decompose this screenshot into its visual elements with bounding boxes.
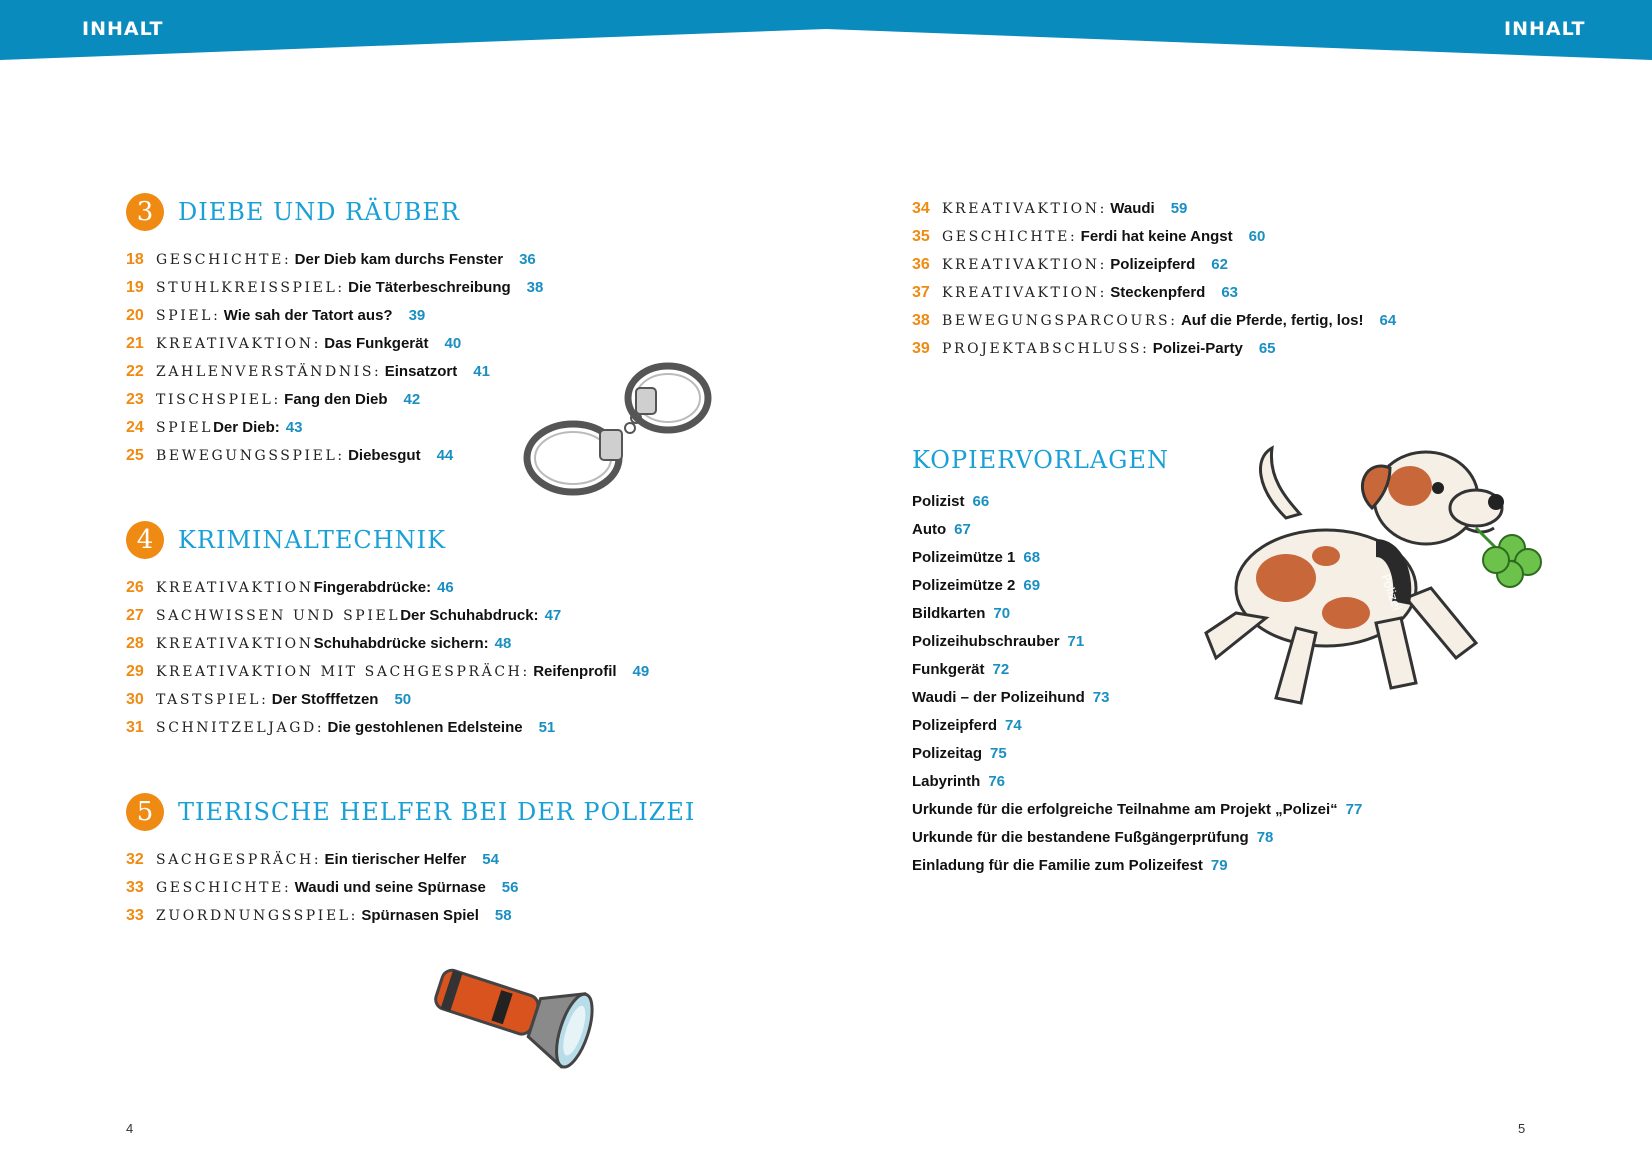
item-page: 75 <box>990 745 1007 762</box>
entry-category: KREATIVAKTION <box>942 257 1100 273</box>
entry-page: 62 <box>1211 256 1228 273</box>
police-dog-illustration <box>1176 428 1546 738</box>
kopiervorlage-item[interactable] <box>912 768 1362 796</box>
entry-page: 56 <box>501 879 519 896</box>
entry-number: 36 <box>912 256 930 273</box>
section-title: KRIMINALTECHNIK <box>178 526 447 554</box>
entry-title: Der Stofffetzen <box>271 691 379 708</box>
entry-separator: : <box>313 852 319 868</box>
item-page: 68 <box>1023 549 1041 566</box>
entry-title: Wie sah der Tatort aus? <box>223 307 393 324</box>
entry-title: Spürnasen Spiel <box>361 907 479 924</box>
dog-harness-text: Polizei <box>1378 572 1405 613</box>
toc-entry[interactable] <box>126 874 695 902</box>
item-title: Polizeimütze 1 <box>912 549 1016 566</box>
entry-page: 44 <box>436 447 454 464</box>
entry-page: 65 <box>1258 340 1276 357</box>
entry-separator: : <box>316 720 322 736</box>
entry-separator: : <box>283 252 289 268</box>
entry-title: Der Schuhabdruck: <box>400 607 539 624</box>
entry-page: 36 <box>519 251 536 268</box>
item-title: Bildkarten <box>912 605 986 622</box>
entry-page: 47 <box>544 607 562 624</box>
entry-category: KREATIVAKTION <box>156 580 314 596</box>
toc-entry[interactable] <box>912 279 1396 307</box>
item-title: Labyrinth <box>912 773 981 790</box>
entry-separator: : <box>1142 341 1147 357</box>
kopiervorlage-item[interactable] <box>912 796 1362 824</box>
item-title: Polizeitag <box>912 745 983 762</box>
entry-separator: : <box>261 692 266 708</box>
entry-category: KREATIVAKTION <box>156 336 314 352</box>
entry-number: 34 <box>912 200 930 217</box>
section-4 <box>126 520 649 742</box>
toc-entry[interactable] <box>126 246 543 274</box>
entry-page: 60 <box>1248 228 1266 245</box>
entry-category: SCHNITZELJAGD <box>156 720 317 736</box>
toc-entry[interactable] <box>126 686 649 714</box>
entry-page: 46 <box>437 579 454 596</box>
entry-title: Waudi <box>1110 200 1155 217</box>
entry-category: KREATIVAKTION <box>156 636 314 652</box>
item-page: 67 <box>954 521 971 538</box>
entry-title: Das Funkgerät <box>324 335 429 352</box>
entry-number: 25 <box>126 447 144 464</box>
toc-entry[interactable] <box>126 274 543 302</box>
entry-number: 37 <box>912 284 930 301</box>
entry-page: 54 <box>482 851 499 868</box>
entry-title: Ein tierischer Helfer <box>324 851 467 868</box>
entry-title: Fingerabdrücke: <box>313 579 432 596</box>
toc-entry[interactable] <box>126 574 649 602</box>
toc-entry[interactable] <box>126 330 543 358</box>
entry-title: Steckenpferd <box>1110 284 1206 301</box>
entry-page: 58 <box>494 907 512 924</box>
entry-separator: : <box>374 364 379 380</box>
toc-entry[interactable] <box>126 302 543 330</box>
entry-number: 32 <box>126 851 144 868</box>
entry-title: Die gestohlenen Edelsteine <box>327 719 523 736</box>
toc-entry[interactable] <box>126 658 649 686</box>
entry-title: Reifenprofil <box>533 663 617 680</box>
toc-entry[interactable] <box>126 602 649 630</box>
entry-page: 59 <box>1170 200 1188 217</box>
entry-number: 24 <box>126 419 144 436</box>
toc-entry[interactable] <box>912 195 1396 223</box>
entry-number: 20 <box>126 307 144 324</box>
toc-entry[interactable] <box>126 630 649 658</box>
entry-page: 39 <box>408 307 426 324</box>
entry-number: 18 <box>126 251 144 268</box>
entry-number: 33 <box>126 907 144 924</box>
entry-title: Schuhabdrücke sichern: <box>313 635 489 652</box>
toc-entry[interactable] <box>126 414 543 442</box>
entry-title: Auf die Pferde, fertig, los! <box>1180 312 1364 329</box>
entry-page: 48 <box>494 635 512 652</box>
entry-page: 49 <box>632 663 650 680</box>
item-title: Urkunde für die bestandene Fußgängerprüfung <box>912 829 1249 846</box>
item-page: 78 <box>1256 829 1274 846</box>
entry-category: STUHLKREISSPIEL <box>156 280 338 296</box>
entry-category: GESCHICHTE <box>156 880 284 896</box>
entry-number: 28 <box>126 635 144 652</box>
entry-category: GESCHICHTE <box>156 252 284 268</box>
handcuffs-illustration <box>518 358 718 508</box>
toc-entry[interactable] <box>126 846 695 874</box>
item-page: 73 <box>1092 689 1110 706</box>
entry-separator: : <box>337 448 343 464</box>
header-right-label: INHALT <box>1504 18 1586 40</box>
entry-separator: : <box>283 880 289 896</box>
entry-category: PROJEKTABSCHLUSS <box>942 341 1143 357</box>
section-entries <box>126 574 649 742</box>
entry-number: 38 <box>912 312 930 329</box>
entry-title: Der Dieb: <box>213 419 280 436</box>
entry-separator: : <box>213 308 218 324</box>
kopiervorlage-item[interactable] <box>912 852 1362 880</box>
entry-category: TASTSPIEL <box>156 692 262 708</box>
page-number-right: 5 <box>1518 1121 1526 1136</box>
toc-entry[interactable] <box>912 223 1396 251</box>
item-page: 72 <box>992 661 1010 678</box>
entry-number: 26 <box>126 579 144 596</box>
item-page: 79 <box>1210 857 1228 874</box>
section-title: DIEBE UND RÄUBER <box>178 198 460 226</box>
kopiervorlage-item[interactable] <box>912 824 1362 852</box>
entry-title: Fang den Dieb <box>284 391 388 408</box>
item-title: Urkunde für die erfolgreiche Teilnahme am Projekt „Polizei“ <box>912 801 1338 818</box>
entry-page: 64 <box>1379 312 1397 329</box>
entry-number: 22 <box>126 363 144 380</box>
entry-separator: : <box>1099 201 1105 217</box>
section-5 <box>126 792 695 930</box>
entry-category: SACHWISSEN UND SPIEL <box>156 608 401 624</box>
item-page: 71 <box>1067 633 1085 650</box>
entry-page: 40 <box>444 335 462 352</box>
toc-entry[interactable] <box>912 307 1396 335</box>
section-3 <box>126 192 543 470</box>
item-title: Auto <box>912 521 947 538</box>
entry-category: BEWEGUNGSSPIEL <box>156 448 338 464</box>
entry-category: SPIEL <box>156 420 214 436</box>
entry-separator: : <box>522 664 528 680</box>
entry-separator: : <box>337 280 343 296</box>
entry-title: Diebesgut <box>348 447 421 464</box>
entry-separator: : <box>1069 229 1075 245</box>
item-page: 77 <box>1345 801 1363 818</box>
section-number-badge: 3 <box>126 193 164 231</box>
item-title: Polizeipferd <box>912 717 998 734</box>
entry-page: 50 <box>394 691 412 708</box>
entry-category: BEWEGUNGSPARCOURS <box>942 313 1171 329</box>
section-number-badge: 5 <box>126 793 164 831</box>
entry-number: 33 <box>126 879 144 896</box>
item-page: 74 <box>1005 717 1022 734</box>
toc-entry[interactable] <box>912 335 1396 363</box>
entry-category: KREATIVAKTION <box>942 201 1100 217</box>
entry-number: 30 <box>126 691 144 708</box>
entry-number: 29 <box>126 663 144 680</box>
header-banner <box>0 0 1652 64</box>
entry-separator: : <box>1099 285 1105 301</box>
entry-category: KREATIVAKTION <box>942 285 1100 301</box>
entry-page: 41 <box>473 363 490 380</box>
item-page: 66 <box>972 493 990 510</box>
entry-title: Die Täterbeschreibung <box>348 279 511 296</box>
toc-entry[interactable] <box>126 902 695 930</box>
entry-title: Waudi und seine Spürnase <box>294 879 486 896</box>
entry-category: GESCHICHTE <box>942 229 1070 245</box>
header-left-label: INHALT <box>82 18 164 40</box>
entry-separator: : <box>1170 313 1175 329</box>
entry-number: 21 <box>126 335 144 352</box>
entry-title: Ferdi hat keine Angst <box>1080 228 1233 245</box>
page-number-left: 4 <box>126 1121 134 1136</box>
entry-page: 51 <box>538 719 556 736</box>
section-title: TIERISCHE HELFER BEI DER POLIZEI <box>178 798 696 826</box>
entry-number: 39 <box>912 340 930 357</box>
entry-title: Polizeipferd <box>1110 256 1196 273</box>
item-title: Waudi – der Polizeihund <box>912 689 1085 706</box>
entry-category: ZAHLENVERSTÄNDNIS <box>156 364 375 380</box>
section-entries <box>126 246 543 470</box>
section-entries <box>126 846 695 930</box>
entry-separator: : <box>350 908 356 924</box>
item-title: Polizist <box>912 493 965 510</box>
entry-page: 63 <box>1221 284 1239 301</box>
flashlight-illustration <box>424 948 634 1088</box>
item-page: 76 <box>988 773 1006 790</box>
entry-page: 43 <box>285 419 303 436</box>
entry-number: 35 <box>912 228 930 245</box>
toc-entry[interactable] <box>126 714 649 742</box>
toc-entry[interactable] <box>126 442 543 470</box>
entry-number: 19 <box>126 279 144 296</box>
toc-entry[interactable] <box>126 386 543 414</box>
entry-title: Der Dieb kam durchs Fenster <box>294 251 504 268</box>
kopiervorlage-item[interactable] <box>912 740 1362 768</box>
entry-title: Einsatzort <box>384 363 458 380</box>
entry-number: 31 <box>126 719 144 736</box>
entry-category: TISCHSPIEL <box>156 392 274 408</box>
toc-entry[interactable] <box>912 251 1396 279</box>
entry-number: 27 <box>126 607 144 624</box>
entry-category: KREATIVAKTION MIT SACHGESPRÄCH <box>156 664 523 680</box>
entry-category: SPIEL <box>156 308 214 324</box>
entry-title: Polizei-Party <box>1152 340 1243 357</box>
item-page: 69 <box>1023 577 1041 594</box>
entry-category: ZUORDNUNGSSPIEL <box>156 908 351 924</box>
section-number-badge: 4 <box>126 521 164 559</box>
item-title: Einladung für die Familie zum Polizeifest <box>912 857 1203 874</box>
toc-entry[interactable] <box>126 358 543 386</box>
entry-number: 23 <box>126 391 144 408</box>
kopiervorlagen-title: KOPIERVORLAGEN <box>912 446 1169 474</box>
entry-page: 42 <box>403 391 421 408</box>
entry-separator: : <box>1099 257 1105 273</box>
item-page: 70 <box>993 605 1011 622</box>
item-title: Polizeimütze 2 <box>912 577 1016 594</box>
item-title: Polizeihubschrauber <box>912 633 1060 650</box>
item-title: Funkgerät <box>912 661 985 678</box>
entry-separator: : <box>273 392 279 408</box>
entry-category: SACHGESPRÄCH <box>156 852 314 868</box>
entry-separator: : <box>313 336 319 352</box>
right-entries <box>912 195 1396 363</box>
entry-page: 38 <box>526 279 544 296</box>
